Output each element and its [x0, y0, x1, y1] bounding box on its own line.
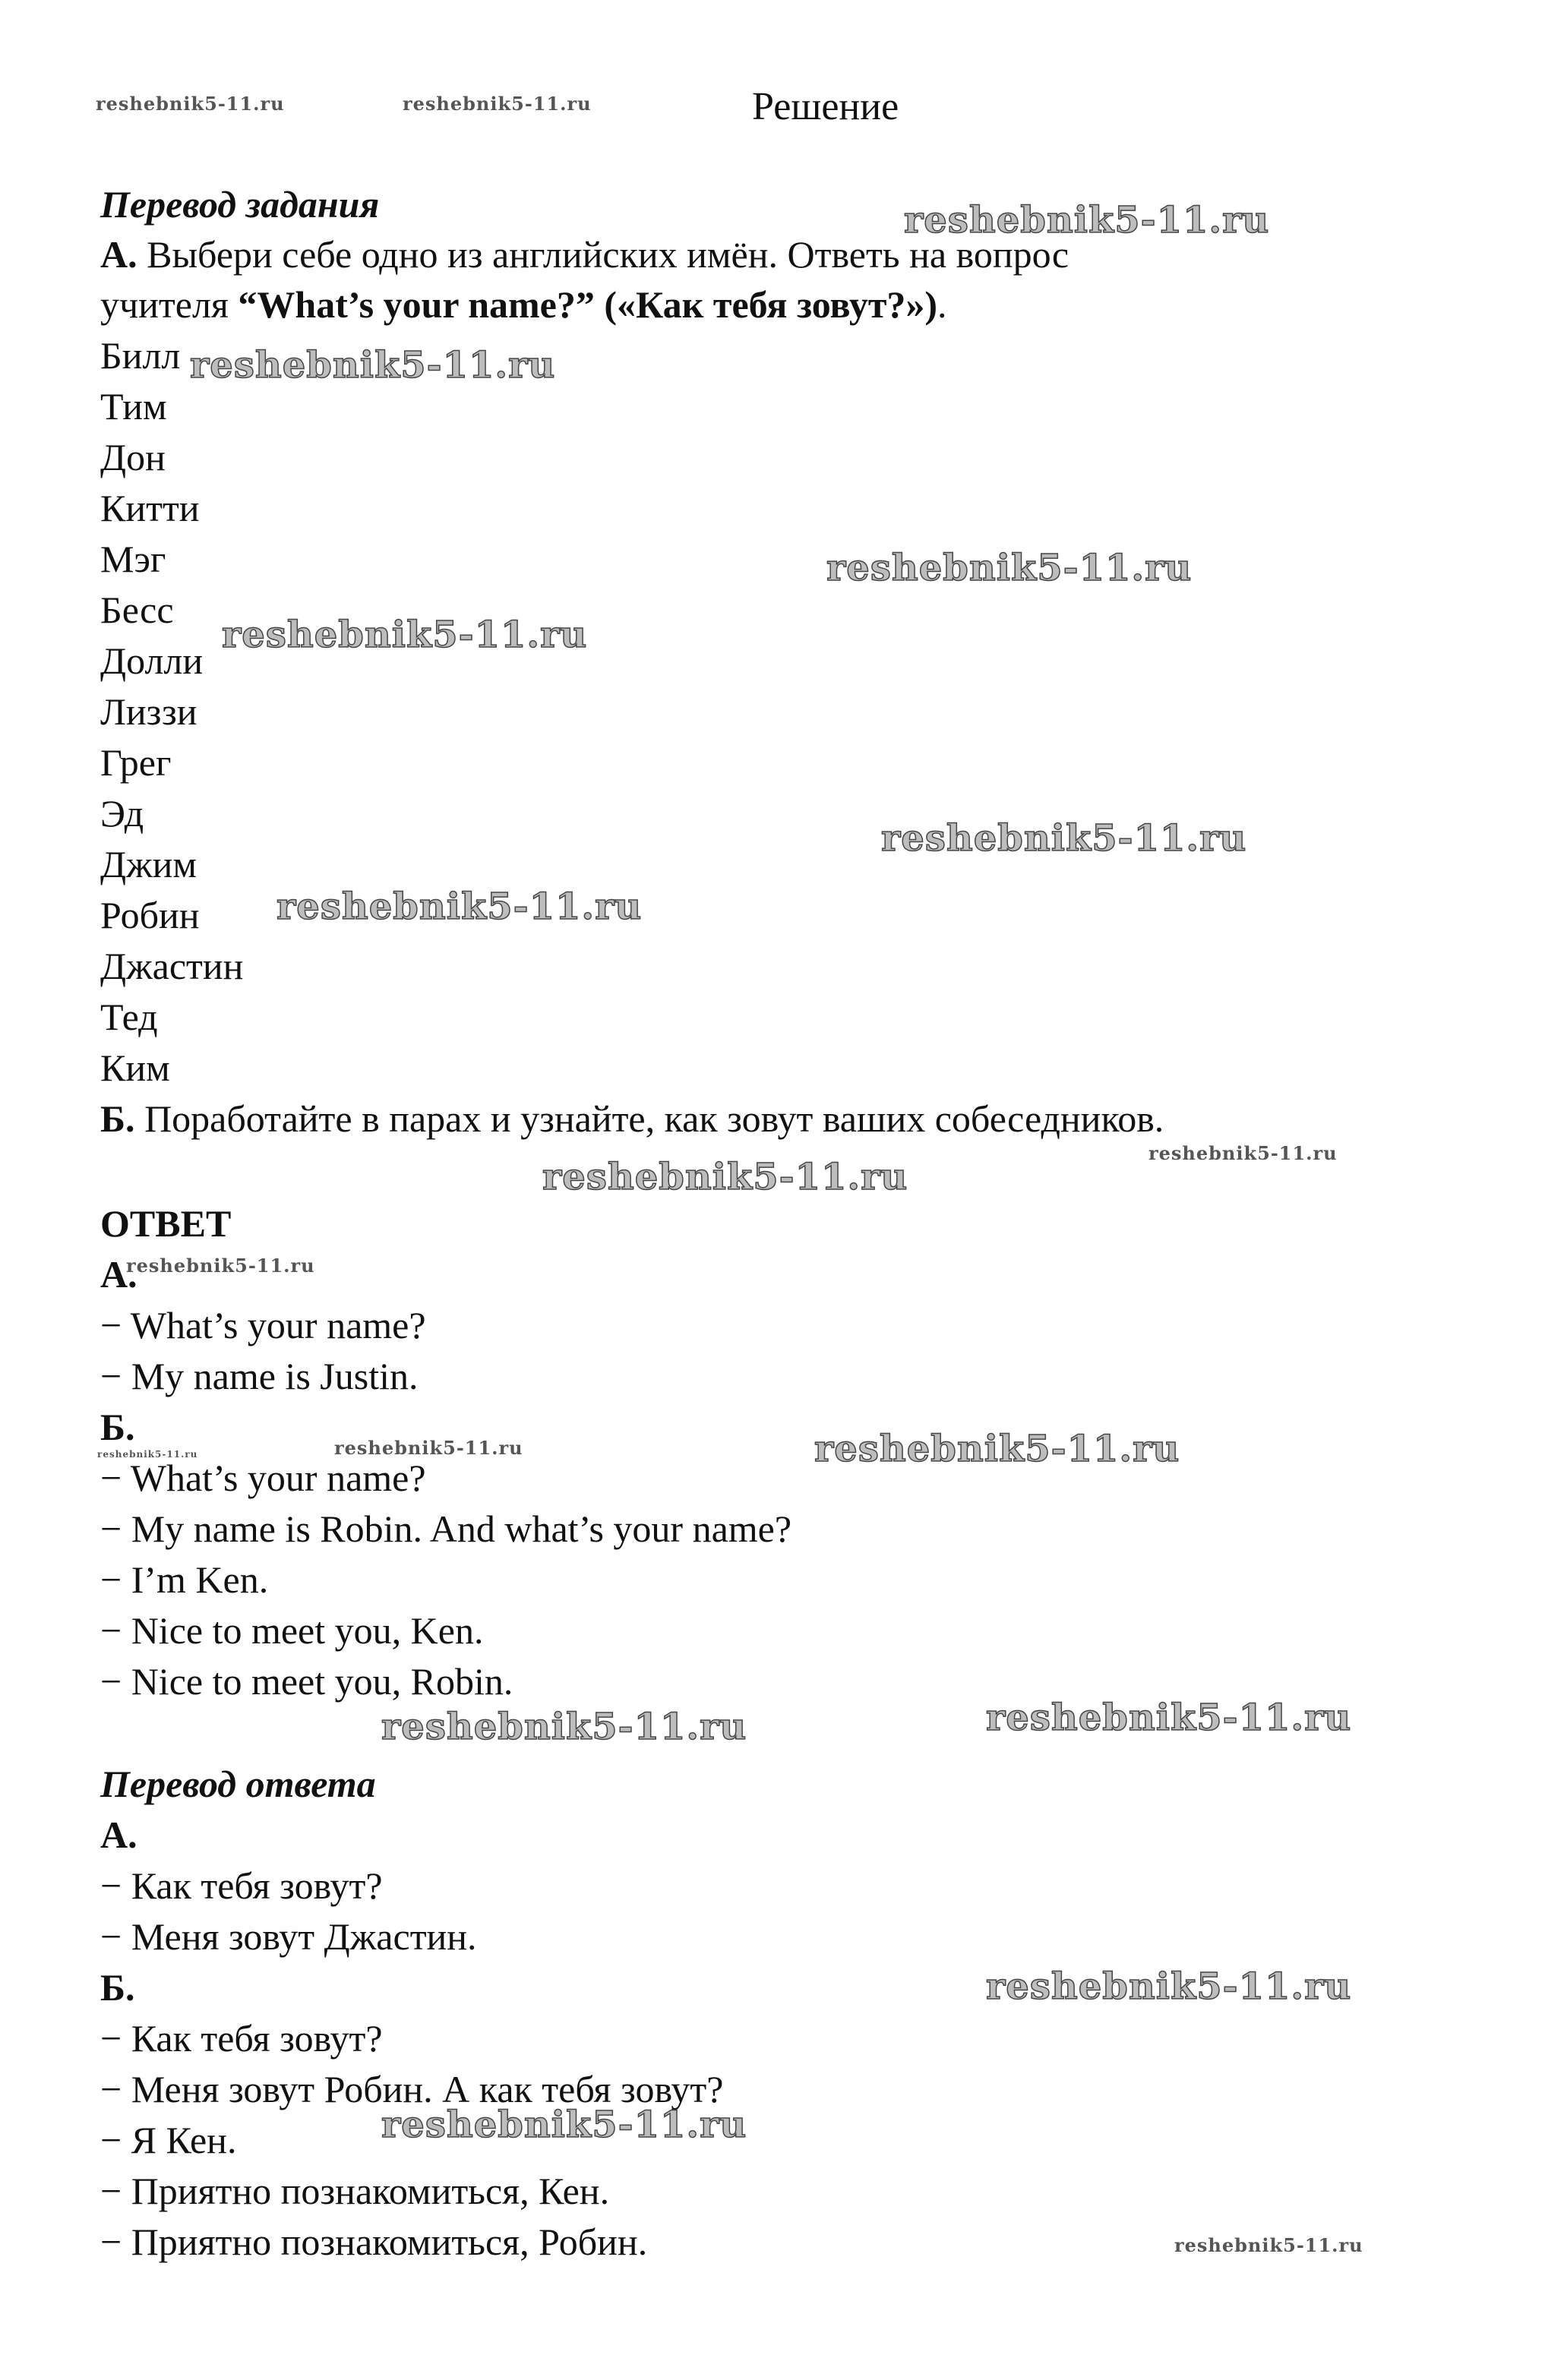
watermark: reshebnik5-11.ru	[190, 344, 556, 387]
name-item: Мэг	[100, 538, 166, 580]
name-item: Робин	[100, 894, 200, 936]
watermark: reshebnik5-11.ru	[381, 1706, 747, 1748]
task-a-text: Выбери себе одно из английских имён. Ответь на вопрос	[137, 233, 1069, 276]
watermark: reshebnik5-11.ru	[542, 1156, 908, 1198]
dialogue-line: − Как тебя зовут?	[100, 2017, 383, 2060]
watermark: reshebnik5-11.ru	[334, 1437, 523, 1459]
watermark: reshebnik5-11.ru	[1174, 2234, 1363, 2256]
name-item: Эд	[100, 792, 144, 835]
name-item: Джим	[100, 843, 197, 885]
page-title: Решение	[752, 85, 899, 128]
name-item: Дон	[100, 436, 166, 478]
name-item: Тим	[100, 385, 167, 428]
watermark: reshebnik5-11.ru	[814, 1428, 1180, 1470]
dialogue-line: − My name is Justin.	[100, 1355, 419, 1397]
dialogue-line: − What’s your name?	[100, 1304, 426, 1346]
name-item: Тед	[100, 996, 158, 1038]
watermark: reshebnik5-11.ru	[222, 614, 588, 656]
translation-a-label: А.	[100, 1813, 137, 1856]
watermark: reshebnik5-11.ru	[96, 93, 285, 115]
watermark: reshebnik5-11.ru	[403, 93, 592, 115]
task-a-line-2	[100, 279, 947, 330]
dialogue-line: − Меня зовут Робин. А как тебя зовут?	[100, 2068, 724, 2110]
watermark: reshebnik5-11.ru	[1148, 1142, 1338, 1164]
dialogue-line: − Nice to meet you, Ken.	[100, 1609, 484, 1652]
watermark: reshebnik5-11.ru	[986, 1965, 1352, 2008]
name-item: Лиззи	[100, 690, 197, 733]
dialogue-line: − Nice to meet you, Robin.	[100, 1660, 513, 1703]
name-item: Грег	[100, 741, 172, 784]
watermark: reshebnik5-11.ru	[276, 885, 643, 928]
name-item: Билл	[100, 334, 181, 377]
translation-heading: Перевод ответа	[100, 1763, 376, 1805]
dialogue-line: − I’m Ken.	[100, 1558, 269, 1601]
name-item: Китти	[100, 487, 200, 529]
dialogue-line: − My name is Robin. And what’s your name?	[100, 1507, 792, 1550]
dialogue-line: − What’s your name?	[100, 1457, 426, 1499]
task-heading: Перевод задания	[100, 183, 380, 226]
name-item: Ким	[100, 1046, 170, 1089]
dialogue-line: − Приятно познакомиться, Кен.	[100, 2170, 610, 2212]
watermark: reshebnik5-11.ru	[904, 199, 1270, 241]
name-item: Долли	[100, 639, 204, 682]
task-b-line	[100, 1094, 1164, 1144]
task-b-text: Поработайте в парах и узнайте, как зовут ваших собеседников.	[134, 1097, 1164, 1140]
watermark: reshebnik5-11.ru	[97, 1449, 198, 1460]
dialogue-line: − Приятно познакомиться, Робин.	[100, 2221, 648, 2263]
task-a-text-2a: учителя	[100, 283, 239, 326]
watermark: reshebnik5-11.ru	[126, 1255, 315, 1277]
name-item: Бесс	[100, 589, 174, 631]
translation-b-label: Б.	[100, 1966, 135, 2009]
dialogue-line: − Меня зовут Джастин.	[100, 1915, 477, 1958]
task-a-text-2c: .	[937, 283, 947, 326]
dialogue-line: − Я Кен.	[100, 2119, 237, 2161]
watermark: reshebnik5-11.ru	[881, 817, 1247, 860]
task-a-question: “What’s your name?” («Как тебя зовут?»)	[238, 283, 938, 326]
watermark: reshebnik5-11.ru	[826, 547, 1193, 589]
task-a-label: А.	[100, 233, 137, 276]
watermark: reshebnik5-11.ru	[986, 1697, 1352, 1739]
watermark: reshebnik5-11.ru	[381, 2104, 747, 2146]
dialogue-line: − Как тебя зовут?	[100, 1864, 383, 1907]
answer-b-label: Б.	[100, 1406, 135, 1448]
answer-heading: ОТВЕТ	[100, 1202, 232, 1245]
name-item: Джастин	[100, 945, 244, 987]
answer-a-label: А.	[100, 1253, 137, 1296]
task-b-label: Б.	[100, 1097, 135, 1140]
